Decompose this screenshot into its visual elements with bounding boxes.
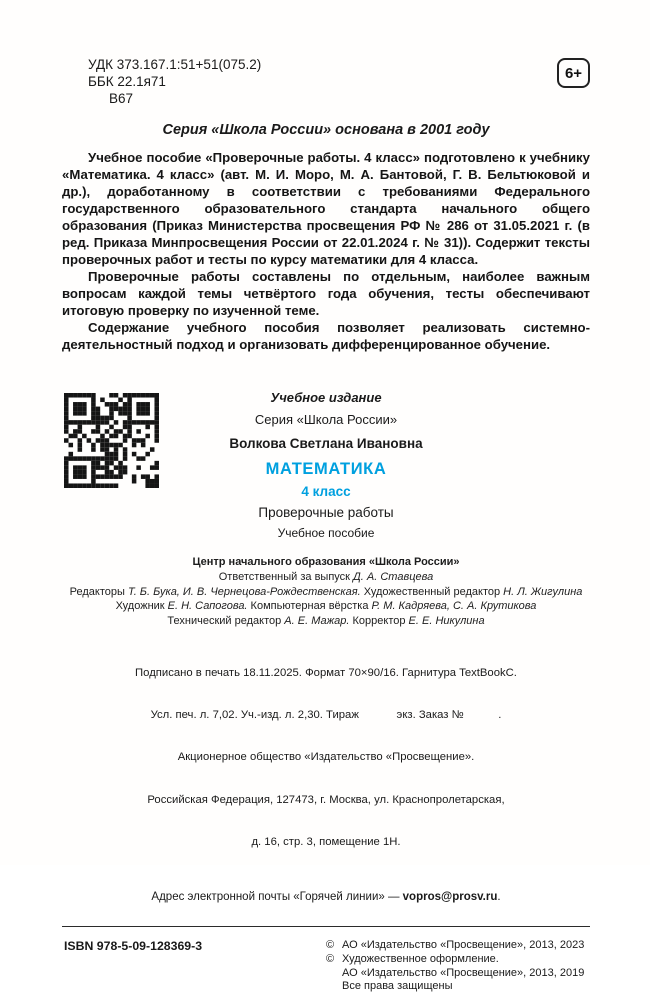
book-grade: 4 класс: [301, 484, 351, 500]
copyright-text: Все права защищены: [342, 980, 453, 993]
book-kind: Учебное пособие: [277, 526, 375, 541]
udk-code: УДК 373.167.1:51+51(075.2): [88, 57, 262, 72]
series-founded-note: Серия «Школа России» основана в 2001 году: [162, 122, 490, 138]
copyright-symbol: ©: [326, 952, 335, 965]
copyright-text: Художественное оформление.: [342, 952, 499, 965]
qr-code: [64, 393, 159, 488]
print-info-line: Акционерное общество «Издательство «Просвещение».: [177, 751, 475, 764]
hotline-email-line: Адрес электронной почты «Горячей линии» — vopros@prosv.ru.: [151, 891, 501, 904]
annotation-paragraph: Учебное пособие «Проверочные работы. 4 класс» подготовлено к учебнику «Математика. 4 класс» (авт. М. И. Моро, М. А. Бантовой, Г. В. Бельтюковой и др.), доработанному в соответствии с требованиями Федерального государственного образовательного стандарта начального общего образования (Приказ Министерства просвещения РФ № 286 от 31.05.2021 г. (в ред. Приказа Минпросвещения России от 22.01.2024 г. № 31)). Содержит тексты проверочных работ и тесты по курсу математики для 4 класса.: [62, 150, 590, 268]
bibliographic-codes: [88, 56, 261, 107]
print-info-line: Российская Федерация, 127473, г. Москва, ул. Краснопролетарская,: [147, 793, 505, 806]
credits-line: Редакторы Т. Б. Бука, И. В. Чернецова-Рождественская. Художественный редактор Н. Л. Жигулина: [69, 585, 583, 598]
edition-section: [62, 390, 590, 540]
author-sign-code: В67: [109, 91, 134, 106]
book-title: МАТЕМАТИКА: [265, 460, 387, 479]
copyright-symbol: [326, 980, 342, 994]
copyright-symbol: [326, 967, 342, 981]
top-row: [62, 56, 590, 107]
book-author: Волкова Светлана Ивановна: [229, 436, 423, 452]
footer-divider: [62, 926, 590, 927]
qr-code-image: [64, 393, 159, 488]
bbk-code: ББК 22.1я71: [88, 74, 166, 89]
print-info-line: д. 16, стр. 3, помещение 1Н.: [251, 836, 401, 849]
copyright-text: АО «Издательство «Просвещение», 2013, 2019: [342, 966, 585, 979]
footer-row: [62, 939, 590, 994]
copyright-line: [326, 953, 588, 967]
annotation-paragraph: Проверочные работы составлены по отдельным, наиболее важным вопросам каждой темы четвёртого года обучения, тесты обеспечивают итоговую проверку по изученной теме.: [62, 269, 590, 319]
credits-line: Ответственный за выпуск Д. А. Ставцева: [218, 571, 434, 583]
copyright-block: [326, 939, 588, 994]
age-rating-badge: 6+: [557, 58, 590, 88]
edition-series: Серия «Школа России»: [254, 412, 398, 428]
print-info-line: Подписано в печать 18.11.2025. Формат 70×90/16. Гарнитура TextBookC.: [135, 666, 517, 679]
print-info-block: [62, 638, 590, 878]
print-info-line: Усл. печ. л. 7,02. Уч.-изд. л. 2,30. Тираж экз. Заказ № .: [150, 709, 502, 722]
publishing-center: Центр начального образования «Школа России»: [192, 556, 460, 569]
edition-type-label: Учебное издание: [270, 390, 382, 406]
credits-block: [62, 555, 590, 628]
copyright-symbol: ©: [326, 939, 335, 952]
credits-line: Художник Е. Н. Сапогова. Компьютерная вёрстка Р. М. Кадряева, С. А. Крутикова: [115, 600, 537, 613]
copyright-line: [326, 980, 588, 994]
isbn: ISBN 978-5-09-128369-3: [64, 939, 203, 954]
credits-line: Технический редактор А. Е. Мажар. Корректор Е. Е. Никулина: [167, 614, 485, 627]
copyright-line: [326, 967, 588, 981]
copyright-line: [326, 939, 588, 953]
copyright-text: АО «Издательство «Просвещение», 2013, 2023: [342, 939, 585, 952]
annotation-block: [62, 149, 590, 353]
book-subtitle: Проверочные работы: [258, 505, 394, 521]
annotation-paragraph: Содержание учебного пособия позволяет реализовать системно-деятельностный подход и организовать дифференцированное обучение.: [62, 320, 590, 353]
